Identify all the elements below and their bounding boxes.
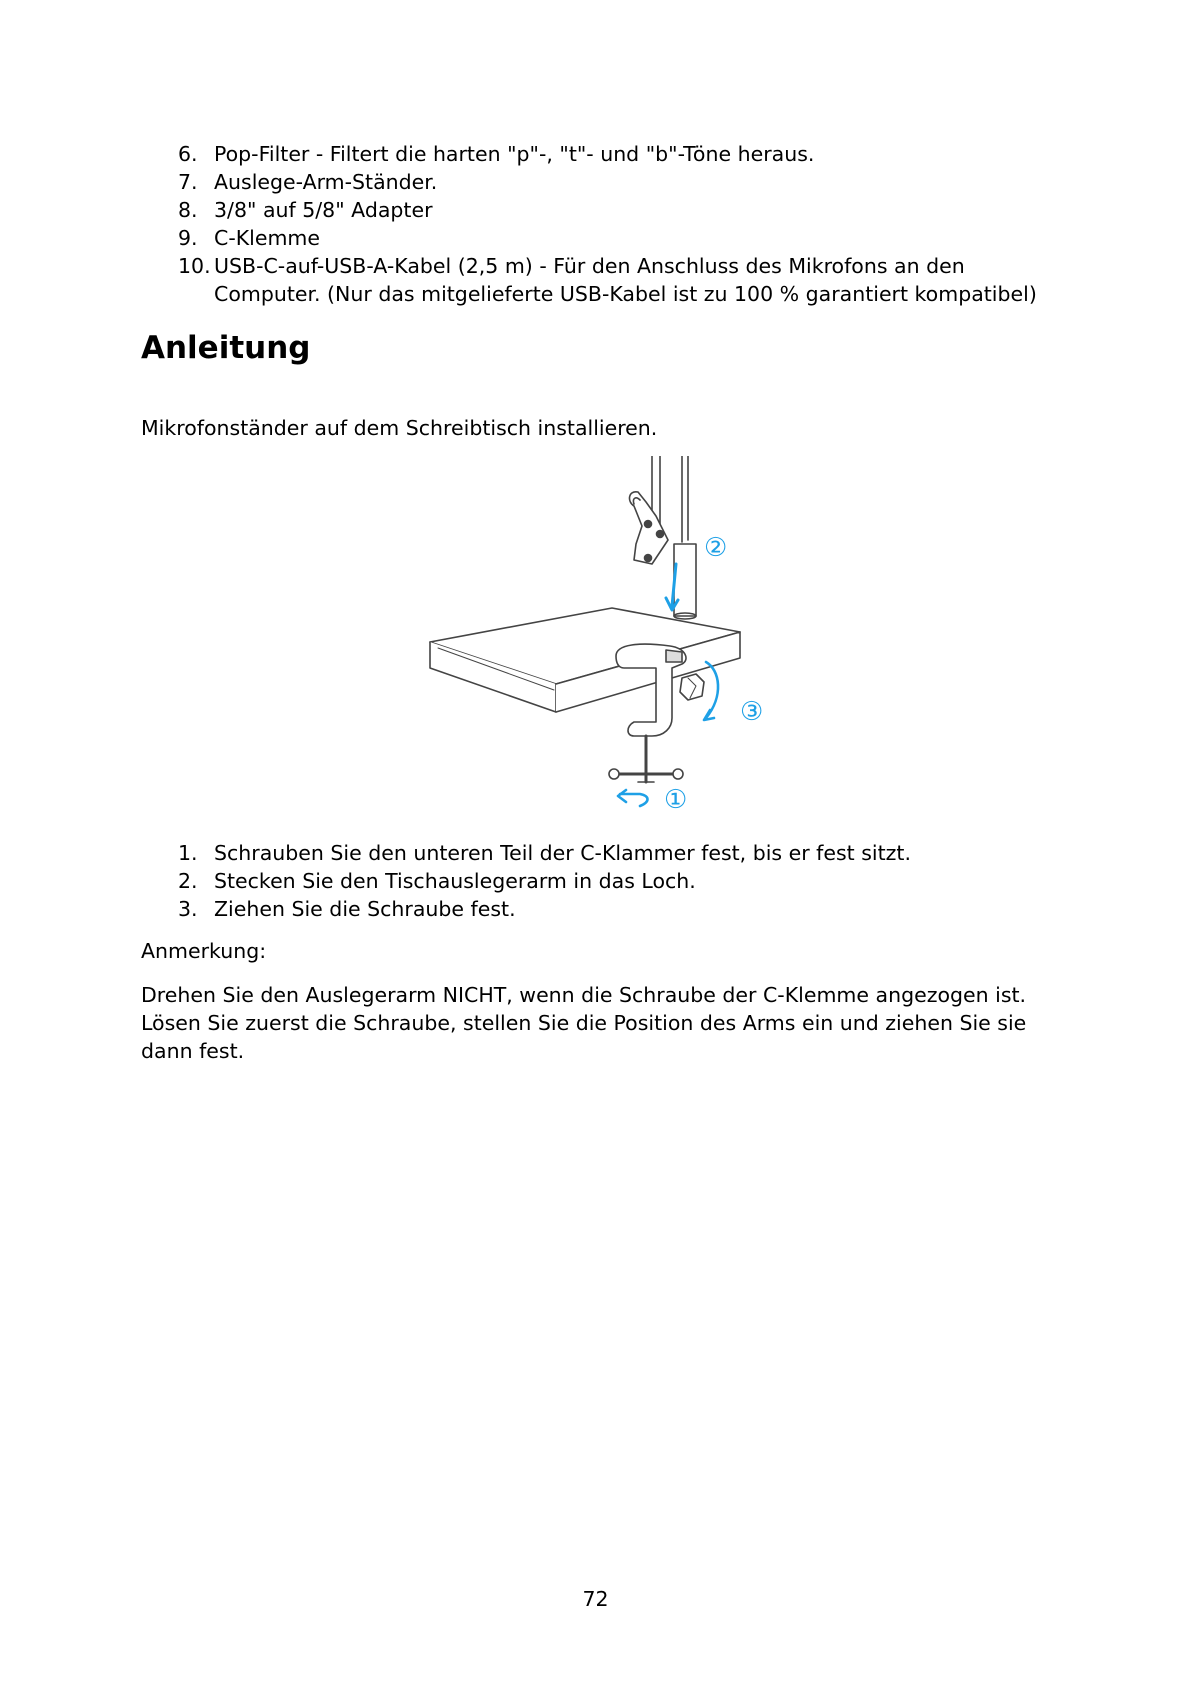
list-number: 2. — [178, 869, 198, 893]
list-number: 9. — [178, 226, 198, 250]
list-text: Schrauben Sie den unteren Teil der C-Klammer fest, bis er fest sitzt. — [214, 841, 911, 865]
page-number: 72 — [582, 1587, 609, 1611]
list-text-line1: USB-C-auf-USB-A-Kabel (2,5 m) - Für den Anschluss des Mikrofons an den — [214, 254, 965, 278]
callout-2: ② — [704, 533, 728, 563]
list-text-line2: Computer. (Nur das mitgelieferte USB-Kabel ist zu 100 % garantiert kompatibel) — [214, 282, 1037, 306]
section-heading: Anleitung — [141, 330, 311, 366]
note-text: Drehen Sie den Auslegerarm NICHT, wenn die Schraube der C-Klemme angezogen ist. Lösen Sie zuerst die Schraube, stellen Sie die Position des Arms ein und ziehen Sie sie dann fest. — [141, 983, 1027, 1063]
step-3-arrow — [704, 662, 718, 720]
callout-1: ① — [664, 785, 688, 815]
list-number: 3. — [178, 897, 198, 921]
boom-arm-illustration — [629, 456, 696, 619]
list-number: 6. — [178, 142, 198, 166]
list-text: 3/8" auf 5/8" Adapter — [214, 198, 433, 222]
list-item — [178, 224, 1037, 252]
steps-list — [178, 839, 911, 923]
list-text: C-Klemme — [214, 226, 321, 250]
list-number: 8. — [178, 198, 198, 222]
list-number: 10. — [178, 254, 211, 278]
list-item — [178, 895, 911, 923]
list-item — [178, 140, 1037, 168]
list-text: Pop-Filter - Filtert die harten "p"-, "t"- und "b"-Töne heraus. — [214, 142, 815, 166]
list-item — [178, 867, 911, 895]
intro-text: Mikrofonständer auf dem Schreibtisch installieren. — [141, 416, 658, 440]
list-item — [178, 839, 911, 867]
callout-3: ③ — [740, 697, 764, 727]
list-number: 7. — [178, 170, 198, 194]
note-label: Anmerkung: — [141, 939, 267, 963]
parts-list — [178, 140, 1037, 308]
list-item — [178, 196, 1037, 224]
list-text: Stecken Sie den Tischauslegerarm in das Loch. — [214, 869, 696, 893]
list-number: 1. — [178, 841, 198, 865]
installation-figure — [420, 456, 780, 816]
step-1-arrow — [618, 790, 648, 806]
list-item — [178, 168, 1037, 196]
list-text: Ziehen Sie die Schraube fest. — [214, 897, 516, 921]
list-item — [178, 252, 1037, 308]
list-text: Auslege-Arm-Ständer. — [214, 170, 438, 194]
